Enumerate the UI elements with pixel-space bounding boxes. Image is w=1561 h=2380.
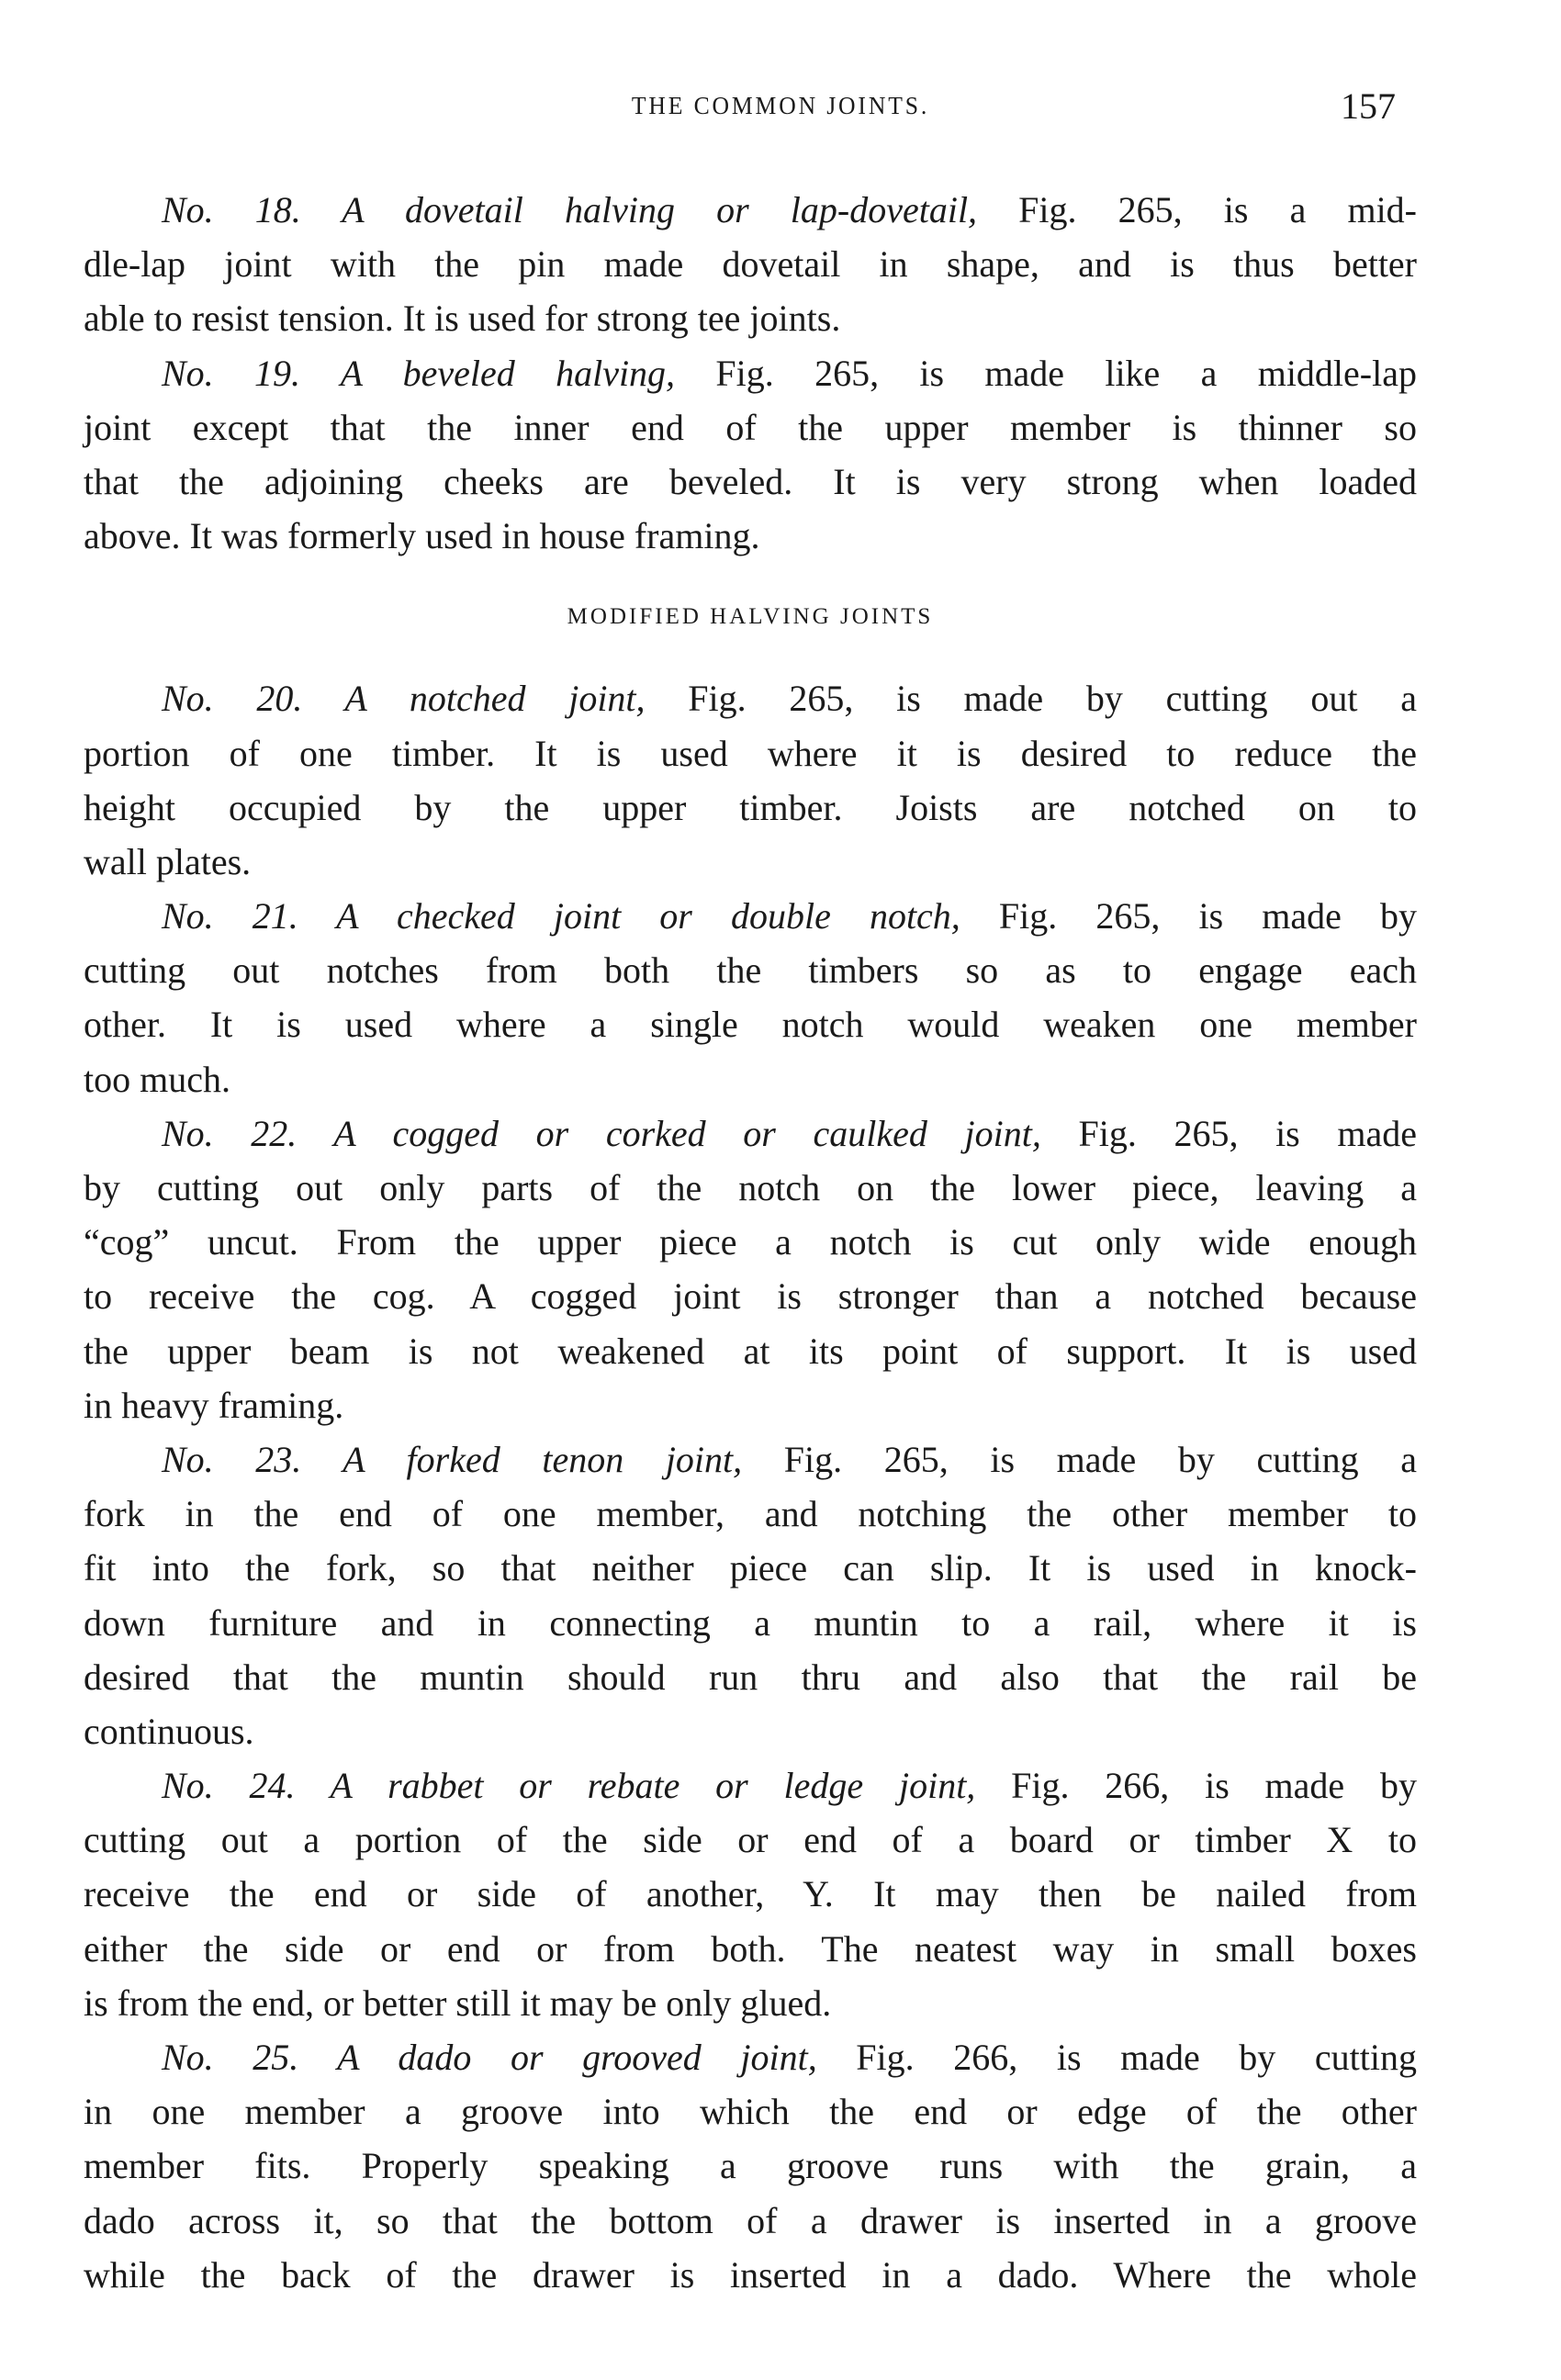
text-line [84,1487,1417,1541]
text-line [84,2248,1417,2302]
text-run: that the adjoining cheeks are beveled. It is very strong when loaded [84,460,1417,502]
text-line [84,1650,1417,1704]
italic-term: No. 20. A notched joint, [162,678,646,720]
text-run: the upper beam is not weakened at its point of support. It is used [84,1330,1417,1372]
text-line [84,2194,1417,2248]
text-line [84,1378,1417,1432]
text-line [84,997,1417,1051]
text-run: Fig. 265, is made [1040,1112,1417,1154]
text-run: above. It was formerly used in house framing. [84,515,760,557]
text-run: cutting out notches from both the timbers so as to engage each [84,949,1417,992]
text-run: Fig. 265, is made like a middle-lap [675,352,1417,394]
text-run: other. It is used where a single notch would weaken one member [84,1004,1417,1046]
text-run: in heavy framing. [84,1384,344,1426]
text-line [84,780,1417,835]
text-run: dle-lap joint with the pin made dovetail in shape, and is thus better [84,243,1417,286]
text-run: Fig. 266, is made by [975,1765,1417,1807]
running-head [0,85,1561,138]
text-line [84,2084,1417,2139]
text-line [84,943,1417,997]
text-run: Fig. 265, is made by cutting out a [645,678,1417,720]
text-run: joint except that the inner end of the upper member is thinner so [84,406,1417,448]
text-line [84,1106,1417,1161]
paragraph [84,183,1417,346]
italic-term: No. 19. A beveled halving, [162,352,676,394]
section-heading: MODIFIED HALVING JOINTS [567,604,934,630]
text-run: Fig. 265, is a mid- [977,189,1417,230]
text-run: in one member a groove into which the end or edge of the other [84,2091,1417,2133]
italic-term: No. 24. A rabbet or rebate or ledge joint, [162,1765,976,1807]
text-line [84,1867,1417,1921]
text-line [84,1704,1417,1758]
text-run: by cutting out only parts of the notch on the lower piece, leaving a [84,1167,1417,1208]
text-run: either the side or end or from both. The neatest way in small boxes [84,1927,1417,1970]
text-run: fit into the fork, so that neither piece can slip. It is used in knock- [84,1547,1417,1589]
text-run: is from the end, or better still it may be only glued. [84,1981,832,2024]
text-run: height occupied by the upper timber. Joists are notched on to [84,786,1417,828]
paragraph [84,889,1417,1106]
text-line [84,1813,1417,1867]
text-run: able to resist tension. It is used for strong tee joints. [84,298,841,340]
text-run: dado across it, so that the bottom of a drawer is inserted in a groove [84,2199,1417,2241]
text-run: wall plates. [84,840,252,882]
text-run: fork in the end of one member, and notching the other member to [84,1493,1417,1535]
text-run: too much. [84,1058,230,1100]
text-line [84,509,1417,563]
running-head-title: THE COMMON JOINTS. [631,92,930,119]
paragraph [84,346,1417,564]
page-number: 157 [1341,85,1396,127]
paragraph [84,1432,1417,1758]
text-run: receive the end or side of another, Y. It may then be nailed from [84,1873,1417,1915]
text-line [84,2139,1417,2193]
text-line [84,1596,1417,1650]
text-run: “cog” uncut. From the upper piece a notch is cut only wide enough [84,1221,1417,1263]
text-run: cutting out a portion of the side or end of a board or timber X to [84,1819,1417,1861]
italic-term: No. 22. A cogged or corked or caulked joint, [162,1112,1041,1154]
italic-term: No. 23. A forked tenon joint, [162,1438,743,1480]
text-line [84,1758,1417,1813]
italic-term: No. 25. A dado or grooved joint, [162,2037,817,2078]
text-line [84,1269,1417,1323]
text-run: desired that the muntin should run thru and also that the rail be [84,1656,1417,1698]
paragraph [84,1758,1417,2030]
text-line [84,2030,1417,2084]
text-run: Fig. 265, is made by cutting a [742,1438,1417,1480]
paragraph [84,2030,1417,2302]
text-run: member fits. Properly speaking a groove runs with the grain, a [84,2145,1417,2187]
text-run: continuous. [84,1710,254,1752]
text-line [84,400,1417,455]
text-run: Fig. 266, is made by cutting [816,2037,1417,2078]
text-line [84,1052,1417,1106]
text-line [84,1922,1417,1976]
text-line [84,346,1417,400]
page-body [84,183,1417,2302]
italic-term: No. 18. A dovetail halving or lap-dovetail, [162,189,978,230]
text-run: portion of one timber. It is used where it is desired to reduce the [84,732,1417,774]
text-line [84,889,1417,943]
text-line [84,237,1417,291]
paragraph [84,1106,1417,1432]
text-line [84,1161,1417,1215]
paragraph [84,671,1417,889]
text-line [84,835,1417,889]
text-line [84,291,1417,345]
text-line [84,1324,1417,1378]
text-run: while the back of the drawer is inserted in a dado. Where the whole [84,2253,1417,2296]
italic-term: No. 21. A checked joint or double notch, [162,895,960,937]
text-line [84,1432,1417,1487]
text-line [84,455,1417,509]
text-line [84,1215,1417,1269]
text-run: Fig. 265, is made by [960,895,1417,937]
text-line [84,183,1417,237]
text-line [84,1976,1417,2030]
text-line [84,1541,1417,1595]
text-line [84,726,1417,780]
text-line [84,671,1417,725]
text-run: to receive the cog. A cogged joint is stronger than a notched because [84,1275,1417,1318]
text-run: down furniture and in connecting a muntin to a rail, where it is [84,1601,1417,1644]
